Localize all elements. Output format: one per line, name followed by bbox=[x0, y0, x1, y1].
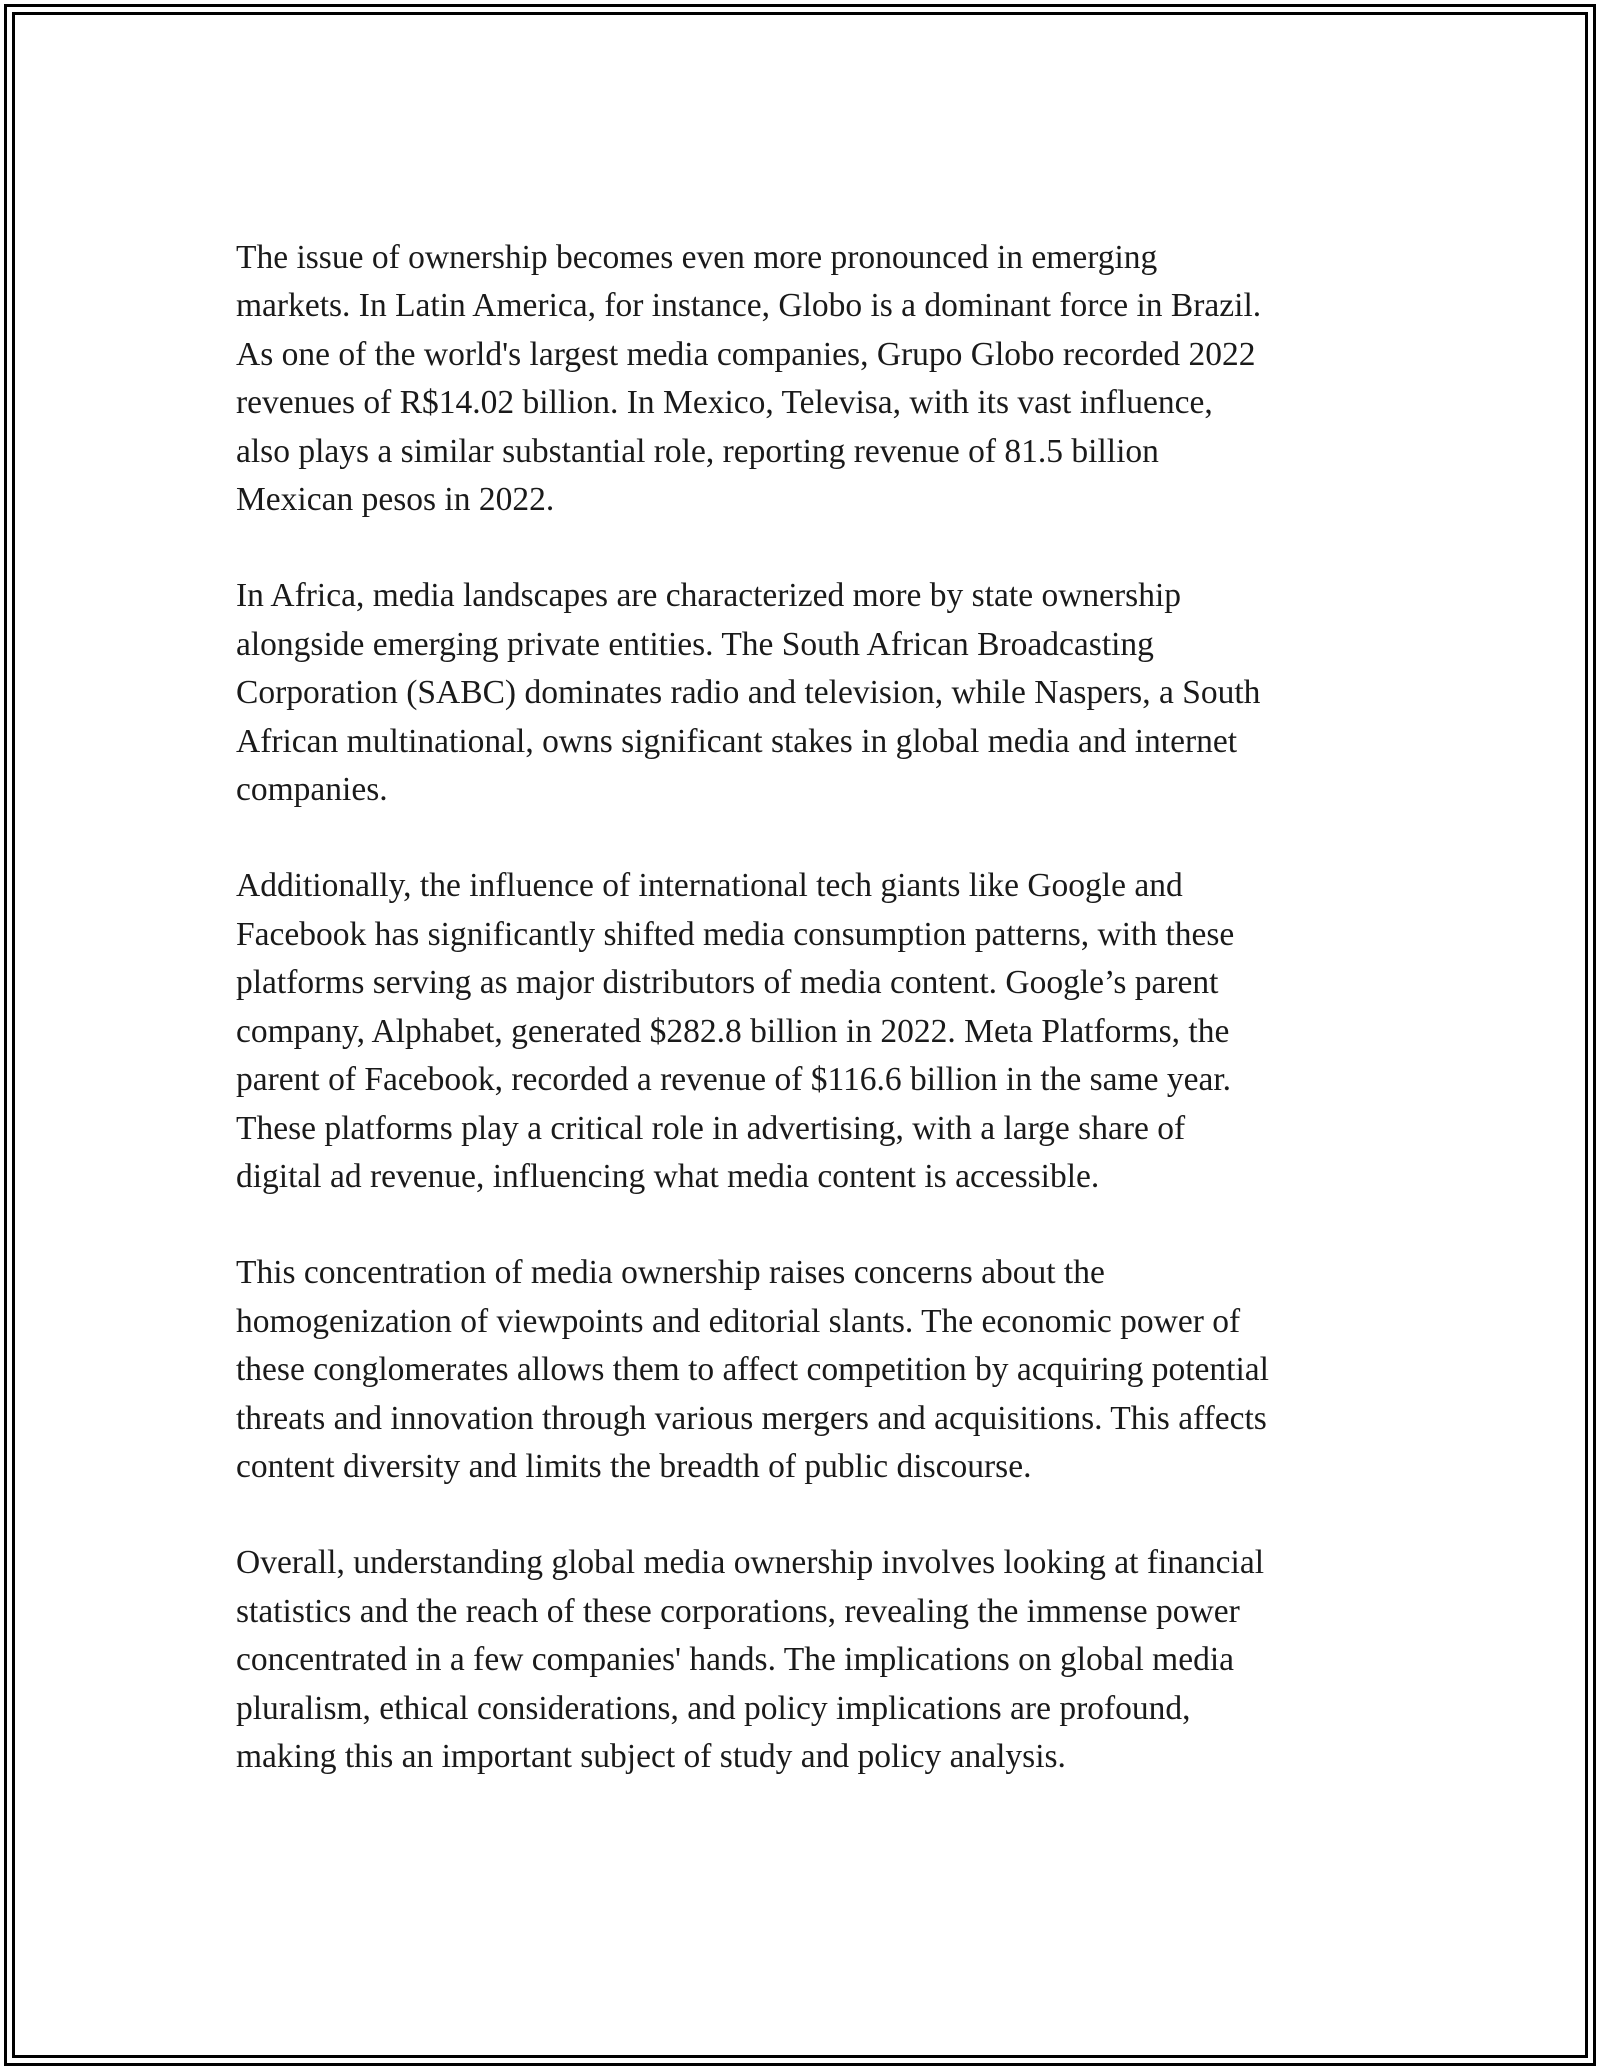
text-line: these conglomerates allows them to affect competition by acquiring potential bbox=[236, 1351, 1269, 1389]
text-line: The issue of ownership becomes even more pronounced in emerging bbox=[236, 239, 1158, 276]
text-line: parent of Facebook, recorded a revenue of $116.6 billion in the same year. bbox=[236, 1061, 1232, 1099]
text-line: This concentration of media ownership raises concerns about the bbox=[236, 1254, 1105, 1292]
paragraph-conclusion bbox=[236, 1539, 1376, 1781]
text-line: Overall, understanding global media ownership involves looking at financial bbox=[236, 1544, 1265, 1582]
text-line: Corporation (SABC) dominates radio and television, while Naspers, a South bbox=[236, 674, 1261, 712]
text-line: Additionally, the influence of international tech giants like Google and bbox=[236, 867, 1183, 905]
text-line: As one of the world's largest media companies, Grupo Globo recorded 2022 bbox=[236, 335, 1256, 373]
text-line: homogenization of viewpoints and editorial slants. The economic power of bbox=[236, 1302, 1241, 1340]
text-line: companies. bbox=[236, 771, 388, 809]
text-line: making this an important subject of study and policy analysis. bbox=[236, 1737, 1066, 1775]
paragraph-emerging-markets bbox=[236, 234, 1376, 524]
paragraph-africa bbox=[236, 572, 1376, 814]
text-line: content diversity and limits the breadth of public discourse. bbox=[236, 1447, 1032, 1485]
text-line: African multinational, owns significant stakes in global media and internet bbox=[236, 722, 1238, 760]
text-line: In Africa, media landscapes are characterized more by state ownership bbox=[236, 577, 1182, 615]
text-line: platforms serving as major distributors of media content. Google’s parent bbox=[236, 964, 1219, 1002]
text-line: revenues of R$14.02 billion. In Mexico, Televisa, with its vast influence, bbox=[236, 384, 1213, 422]
text-line: These platforms play a critical role in advertising, with a large share of bbox=[236, 1109, 1186, 1147]
text-line: pluralism, ethical considerations, and policy implications are profound, bbox=[236, 1689, 1191, 1727]
text-line: markets. In Latin America, for instance, Globo is a dominant force in Brazil. bbox=[236, 287, 1262, 325]
text-line: company, Alphabet, generated $282.8 billion in 2022. Meta Platforms, the bbox=[236, 1012, 1230, 1050]
text-line: alongside emerging private entities. The South African Broadcasting bbox=[236, 625, 1154, 663]
paragraph-tech-giants bbox=[236, 862, 1376, 1201]
text-line: threats and innovation through various mergers and acquisitions. This affects bbox=[236, 1399, 1267, 1437]
text-line: digital ad revenue, influencing what media content is accessible. bbox=[236, 1157, 1100, 1195]
text-line: Mexican pesos in 2022. bbox=[236, 481, 555, 519]
text-line: also plays a similar substantial role, reporting revenue of 81.5 billion bbox=[236, 432, 1159, 470]
document-body bbox=[236, 234, 1376, 1829]
text-line: statistics and the reach of these corporations, revealing the immense power bbox=[236, 1592, 1240, 1630]
text-line: Facebook has significantly shifted media consumption patterns, with these bbox=[236, 915, 1235, 953]
text-line: concentrated in a few companies' hands. The implications on global media bbox=[236, 1641, 1235, 1679]
paragraph-concentration-concerns bbox=[236, 1249, 1376, 1491]
